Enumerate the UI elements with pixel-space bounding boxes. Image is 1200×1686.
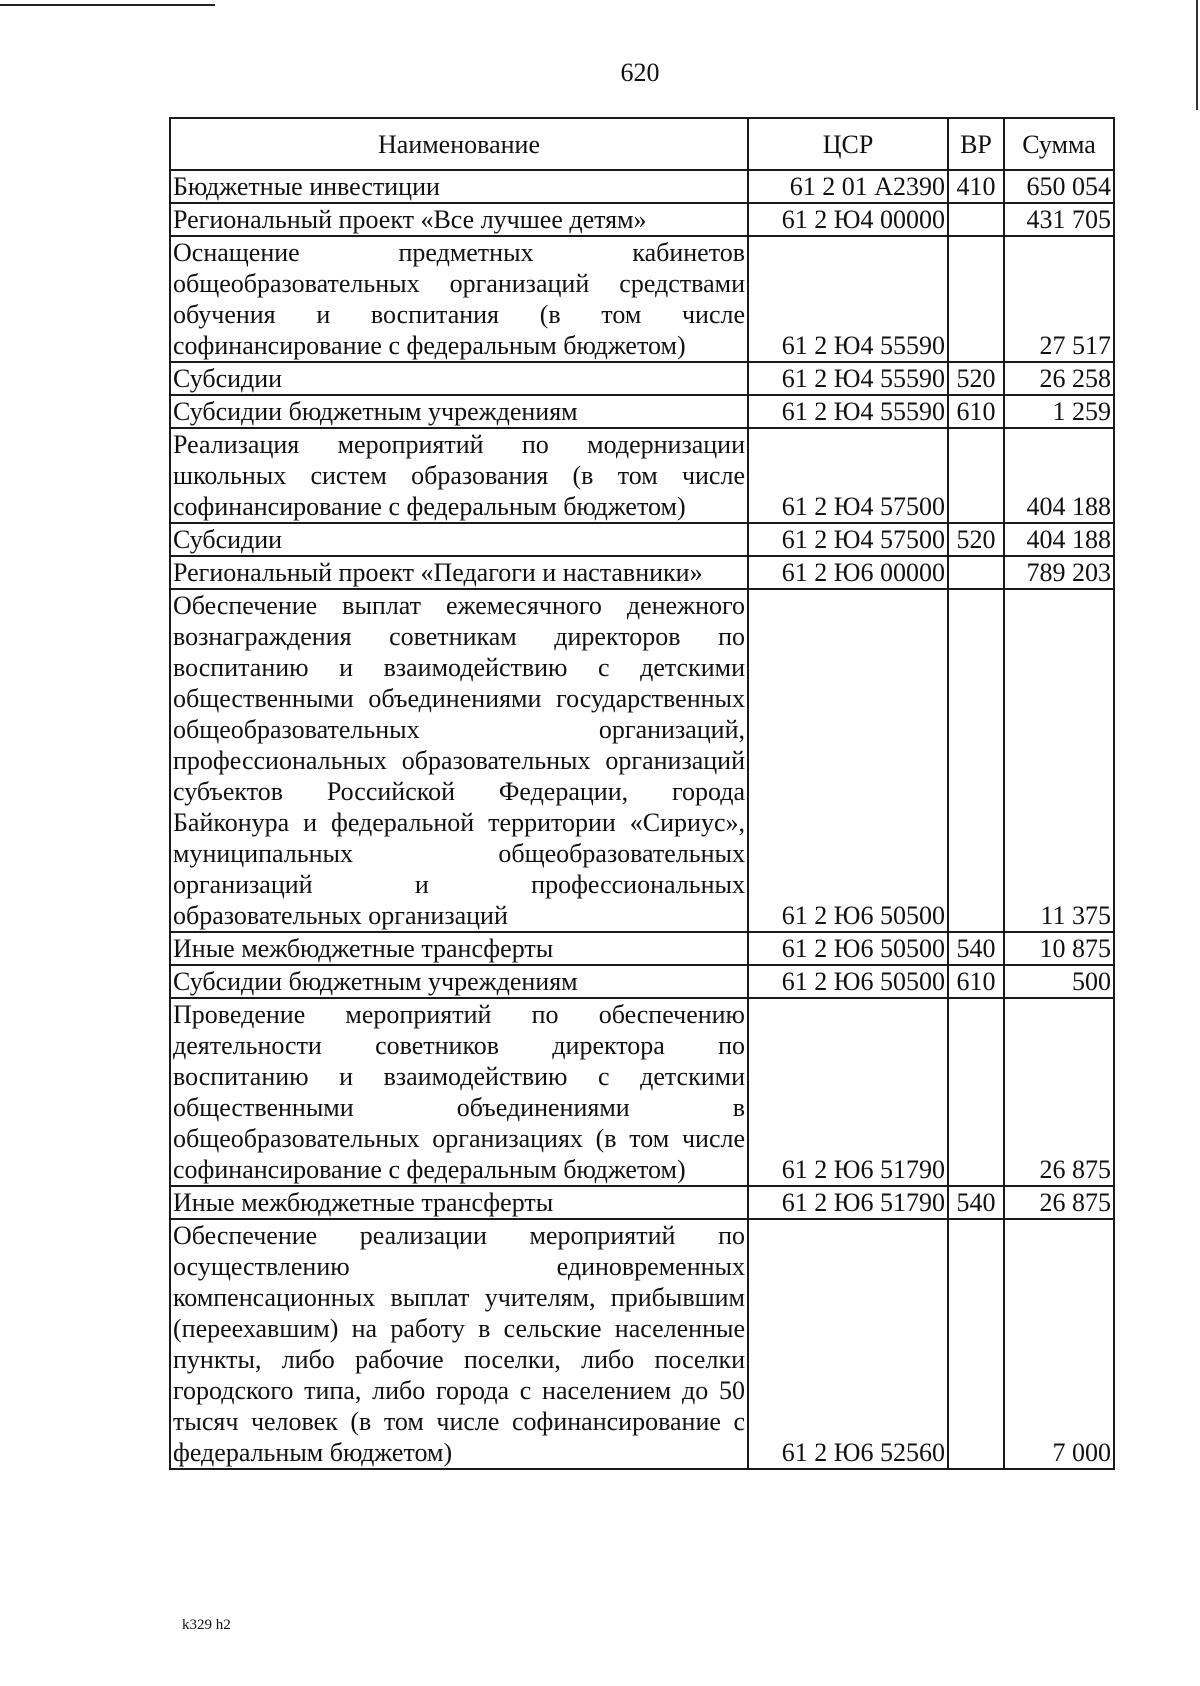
row-csr: 61 2 Ю4 57500 (748, 523, 948, 556)
row-sum: 26 875 (1004, 1186, 1114, 1219)
row-sum: 650 054 (1004, 170, 1114, 203)
row-vr (948, 203, 1004, 236)
row-sum: 431 705 (1004, 203, 1114, 236)
row-vr (948, 1219, 1004, 1469)
row-sum: 27 517 (1004, 236, 1114, 362)
row-csr: 61 2 Ю4 00000 (748, 203, 948, 236)
row-csr: 61 2 Ю4 55590 (748, 395, 948, 428)
row-name: Обеспечение реализации мероприятий по осуществлению единовременных компенсационных выплат учителям, прибывшим (переехавшим) на работу в сельские населенные пункты, либо рабочие поселки, либо поселки городского типа, либо города с населением до 50 тысяч человек (в том числе софинансирование с федеральным бюджетом) (170, 1219, 748, 1469)
row-name: Субсидии бюджетным учреждениям (170, 965, 748, 998)
table-row (170, 965, 1114, 998)
row-name: Субсидии (170, 362, 748, 395)
row-csr: 61 2 01 А2390 (748, 170, 948, 203)
row-vr: 520 (948, 523, 1004, 556)
table-row (170, 998, 1114, 1186)
budget-table-container (169, 117, 1113, 1470)
row-name: Обеспечение выплат ежемесячного денежного вознаграждения советникам директоров по воспитанию и взаимодействию с детскими общественными объединениями государственных общеобразовательных организаций, профессиональных образовательных организаций субъектов Российской Федерации, города Байконура и федеральной территории «Сириус», муниципальных общеобразовательных организаций и профессиональных образовательных организаций (170, 589, 748, 932)
table-row (170, 203, 1114, 236)
row-csr: 61 2 Ю4 55590 (748, 236, 948, 362)
row-vr (948, 556, 1004, 589)
table-row (170, 556, 1114, 589)
table-row (170, 428, 1114, 523)
scan-edge-line-top (0, 4, 215, 6)
row-sum: 1 259 (1004, 395, 1114, 428)
row-csr: 61 2 Ю6 51790 (748, 1186, 948, 1219)
row-name: Субсидии (170, 523, 748, 556)
budget-table (169, 117, 1115, 1470)
table-row (170, 236, 1114, 362)
row-vr: 540 (948, 932, 1004, 965)
table-header-row (170, 118, 1114, 170)
table-row (170, 589, 1114, 932)
table-row (170, 1186, 1114, 1219)
table-row (170, 362, 1114, 395)
row-vr (948, 428, 1004, 523)
row-csr: 61 2 Ю6 52560 (748, 1219, 948, 1469)
row-sum: 10 875 (1004, 932, 1114, 965)
row-sum: 404 188 (1004, 523, 1114, 556)
header-csr: ЦСР (748, 118, 948, 170)
row-name: Региональный проект «Все лучшее детям» (170, 203, 748, 236)
row-name: Бюджетные инвестиции (170, 170, 748, 203)
row-sum: 500 (1004, 965, 1114, 998)
row-sum: 11 375 (1004, 589, 1114, 932)
table-row (170, 1219, 1114, 1469)
row-name: Иные межбюджетные трансферты (170, 1186, 748, 1219)
row-csr: 61 2 Ю6 00000 (748, 556, 948, 589)
row-name: Оснащение предметных кабинетов общеобразовательных организаций средствами обучения и воспитания (в том числе софинансирование с федеральным бюджетом) (170, 236, 748, 362)
row-csr: 61 2 Ю6 50500 (748, 932, 948, 965)
row-name: Проведение мероприятий по обеспечению деятельности советников директора по воспитанию и взаимодействию с детскими общественными объединениями в общеобразовательных организациях (в том числе софинансирование с федеральным бюджетом) (170, 998, 748, 1186)
row-vr (948, 589, 1004, 932)
table-row (170, 932, 1114, 965)
row-vr: 610 (948, 965, 1004, 998)
row-sum: 404 188 (1004, 428, 1114, 523)
header-name: Наименование (170, 118, 748, 170)
row-vr: 520 (948, 362, 1004, 395)
table-row (170, 523, 1114, 556)
row-csr: 61 2 Ю4 55590 (748, 362, 948, 395)
page-number: 620 (620, 58, 660, 87)
scan-edge-line-right (1196, 0, 1198, 110)
row-name: Реализация мероприятий по модернизации школьных систем образования (в том числе софинансирование с федеральным бюджетом) (170, 428, 748, 523)
row-csr: 61 2 Ю4 57500 (748, 428, 948, 523)
row-csr: 61 2 Ю6 50500 (748, 965, 948, 998)
row-name: Региональный проект «Педагоги и наставники» (170, 556, 748, 589)
table-row (170, 395, 1114, 428)
table-row (170, 170, 1114, 203)
row-vr: 410 (948, 170, 1004, 203)
row-vr: 540 (948, 1186, 1004, 1219)
row-name: Иные межбюджетные трансферты (170, 932, 748, 965)
footer-document-code: k329 h2 (182, 1617, 231, 1633)
table-body (170, 170, 1114, 1469)
row-csr: 61 2 Ю6 50500 (748, 589, 948, 932)
row-vr: 610 (948, 395, 1004, 428)
row-vr (948, 998, 1004, 1186)
header-vr: ВР (948, 118, 1004, 170)
row-sum: 26 875 (1004, 998, 1114, 1186)
header-sum: Сумма (1004, 118, 1114, 170)
row-csr: 61 2 Ю6 51790 (748, 998, 948, 1186)
row-sum: 7 000 (1004, 1219, 1114, 1469)
row-sum: 26 258 (1004, 362, 1114, 395)
row-sum: 789 203 (1004, 556, 1114, 589)
row-name: Субсидии бюджетным учреждениям (170, 395, 748, 428)
row-vr (948, 236, 1004, 362)
